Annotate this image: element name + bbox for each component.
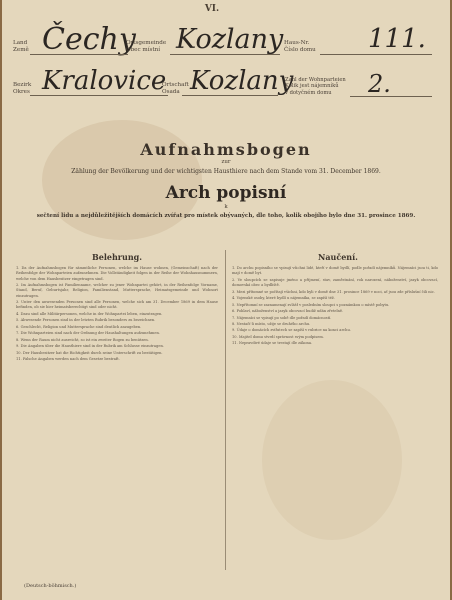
underline bbox=[30, 95, 168, 96]
title-de: Aufnahmsbogen bbox=[140, 140, 312, 159]
paper-stain bbox=[42, 120, 202, 240]
paragraph: 7. Die Wohnparteien sind nach der Ordnung der Haushaltungen aufzunehmen. bbox=[16, 331, 160, 336]
paragraph: 11. Nepravdivé údaje se trestají dle zákona. bbox=[232, 341, 313, 346]
paragraph: 2. Im Aufnahmsbogen ist Familienname, welcher zu jener Wohnpartei gehört, in der Reihenfolge Vorname, Stand, Beruf, Geburtsjahr, Religion, Familienstand, Muttersprache, Heimatsgemeinde und Wohnort einzutragen. bbox=[16, 283, 218, 298]
paragraph: 4. Vojenské osoby, které bydlí u nájemníka, se zapíší též. bbox=[232, 296, 335, 301]
paragraph: 2. Ve sloupcích se zapisuje jméno a příjmení, stav, zaměstnání, rok narození, náboženství, jazyk obcovací, domovská obec a bydliště. bbox=[232, 277, 438, 288]
title-de-zur: zur bbox=[221, 159, 231, 165]
hausnummer-label: Haus-Nr. Číslo domu bbox=[284, 40, 316, 53]
paragraph: 9. Die Angaben über die Hausthiere sind in der Rubrik am Schlusse einzutragen. bbox=[16, 344, 164, 349]
title-de-line: Zählung der Bevölkerung und der wichtigsten Hausthiere nach dem Stande vom 31. December 1869. bbox=[71, 168, 381, 175]
title-cz: Arch popisní bbox=[165, 183, 287, 203]
form-number: VI. bbox=[204, 4, 220, 14]
paragraph: 5. Abwesende Personen sind in der letzten Rubrik besonders zu bezeichnen. bbox=[16, 318, 156, 323]
underline bbox=[170, 54, 280, 55]
left-column-text bbox=[16, 266, 218, 566]
underline bbox=[350, 96, 432, 97]
land-value: Čechy bbox=[42, 22, 136, 57]
gemeinde-label: Ortsgemeinde Obec místní bbox=[126, 40, 167, 53]
census-form-sheet bbox=[2, 0, 450, 600]
gemeinde-value: Kozlany bbox=[176, 24, 284, 55]
paragraph: 6. Geschlecht, Religion und Muttersprache sind deutlich anzugeben. bbox=[16, 324, 142, 329]
paragraph: 11. Falsche Angaben werden nach dem Gesetze bestraft. bbox=[16, 357, 120, 362]
paragraph: 4. Dazu sind alle Militärpersonen, welche in der Wohnpartei leben, einzutragen. bbox=[16, 311, 163, 316]
paragraph: 1. Do archu popisního se vpisují všichni lidé, kteří v domě bydlí, podle pořadí nájemníků. Nájemníci jsou ti, kdo mají v domě byt. bbox=[232, 266, 438, 276]
paragraph: 8. Nestačí-li místo, užije se druhého archu. bbox=[232, 321, 311, 326]
hausnummer-value: 111. bbox=[368, 24, 426, 54]
paragraph: 10. Der Hausbesitzer hat die Richtigkeit durch seine Unterschrift zu bestätigen. bbox=[16, 350, 163, 355]
land-label: Land Země bbox=[13, 40, 29, 53]
bezirk-label: Bezirk Okres bbox=[13, 82, 32, 95]
right-column-text bbox=[232, 266, 438, 566]
paragraph: 9. Údaje o domácích zvířatech se zapíší v rubrice na konci archu. bbox=[232, 328, 351, 333]
left-heading: Belehrung. bbox=[91, 252, 143, 262]
wohnparteien-label: Zahl der Wohnparteien Kolik jest nájemníků v dotyčném domu bbox=[285, 77, 346, 96]
paragraph: 5. Nepřítomní se zaznamenají zvlášť v posledním sloupci s poznámkou o místě pobytu. bbox=[232, 302, 390, 307]
underline bbox=[30, 54, 128, 55]
footer-imprint: (Deutsch-böhmisch.) bbox=[24, 583, 77, 589]
ortschaft-label: Ortschaft Osada bbox=[162, 82, 189, 95]
paragraph: 10. Majitel domu stvrdí správnost svým podpisem. bbox=[232, 334, 324, 339]
ortschaft-value: Kozlany bbox=[190, 66, 294, 96]
underline bbox=[182, 95, 278, 96]
paragraph: 6. Pohlaví, náboženství a jazyk obcovací budiž udán zřetelně. bbox=[232, 309, 344, 314]
paragraph: 7. Nájemníci se vpisují po sobě dle pořadí domácností. bbox=[232, 315, 332, 320]
paragraph: 3. Mezi přítomné se počítají všichni, kdo byli v domě dne 31. prosince 1869 v noci, ať jsou zde příslušní čili nic. bbox=[232, 289, 435, 294]
right-heading: Naučení. bbox=[318, 252, 358, 262]
paragraph: 1. Da der Aufnahmsbogen für sämmtliche Personen, welche im Hause wohnen, (Gemeinschaft) nach der Reihenfolge der Wohnparteien aufzunehmen. Die Vollständigkeit folgen in der Reihe der Wohnhausnummern, welche von dem Hausbesitzer eingetragen sind. bbox=[16, 266, 218, 281]
wohnparteien-value: 2. bbox=[368, 70, 391, 98]
column-divider bbox=[225, 250, 226, 570]
title-cz-line: sečtení lidu a nejdůležitějších domácích zvířat pro místek obývaných, dle toho, kolik obojího bylo dne 31. prosince 1869. bbox=[36, 213, 416, 219]
underline bbox=[320, 54, 432, 55]
bezirk-value: Kralovice bbox=[42, 66, 167, 96]
title-cz-k: k bbox=[224, 204, 228, 210]
paragraph: 8. Wenn der Raum nicht ausreicht, so ist ein zweiter Bogen zu benützen. bbox=[16, 337, 149, 342]
paragraph: 3. Unter den anwesenden Personen sind alle Personen, welche sich am 31. December 1869 in dem Hause befinden, ob sie hier heimatsberechtigt sind oder nicht. bbox=[16, 300, 218, 310]
